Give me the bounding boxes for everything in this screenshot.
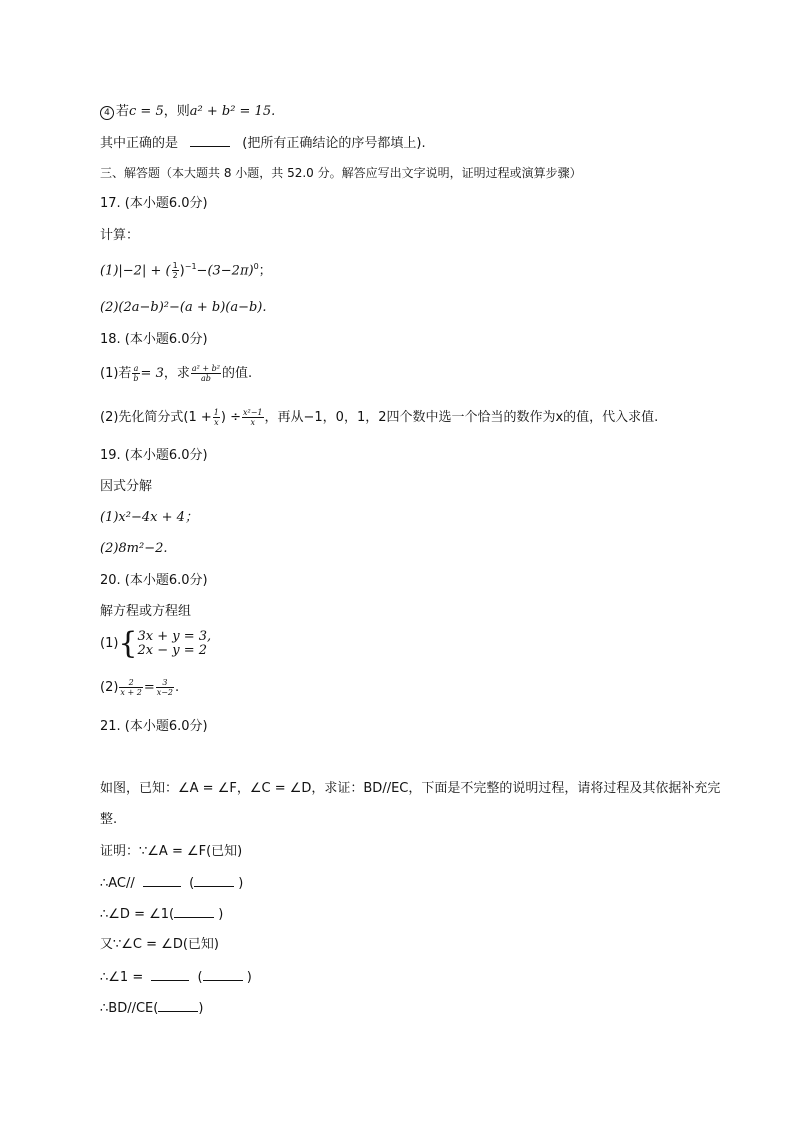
q17-exponent: −1: [184, 262, 197, 271]
answer-blank[interactable]: [190, 134, 230, 147]
q17-instruction: 计算：: [100, 228, 140, 243]
section-3-heading: 三、解答题（本大题共 8 小题，共 52.0 分。解答应写出文字说明，证明过程或演算步骤）: [100, 166, 582, 180]
left-brace: {: [118, 626, 138, 661]
proof5-close-paren: ): [246, 970, 252, 985]
q18-part2-fraction: [213, 408, 220, 427]
q17-part1-end: ；: [258, 263, 272, 279]
q21-proof-line2: [100, 874, 243, 893]
q17-frac-numerator: 1: [172, 261, 178, 271]
q21-proof-line3: [100, 905, 223, 924]
q18-part1-fraction2: [191, 364, 221, 383]
proof3-close-paren: ): [218, 907, 224, 922]
q18-frac-denominator: b: [133, 374, 139, 383]
q21-proof-line1: 证明：∵∠A = ∠F(已知): [100, 844, 243, 859]
equation-system: [138, 630, 212, 658]
q20-instruction: 解方程或方程组: [100, 604, 192, 619]
q18-frac-numerator: a: [133, 364, 139, 373]
proof5-open-paren: (: [197, 970, 203, 985]
q18-part1: [100, 364, 252, 383]
q18-p2-frac2-numerator: x²−1: [243, 408, 263, 417]
proof6-blank[interactable]: [158, 999, 198, 1012]
item-4-result: a² + b² = 15.: [189, 104, 276, 119]
q18-part1-equals: = 3: [140, 366, 164, 381]
proof5-blank-2[interactable]: [203, 968, 243, 981]
q20-frac2-denominator: x−2: [156, 688, 174, 697]
item-4-comma: ，则: [163, 104, 190, 119]
item-4-ruo: 若: [116, 104, 130, 119]
q17-exponent-zero: 0: [253, 262, 259, 271]
q19-instruction: 因式分解: [100, 479, 153, 494]
q17-part1: (1)|−2| + ( $\frac{1}{2}$ )$^{-1}-(3-2\pi)^0$；: [100, 261, 272, 281]
proof3-prefix: ∴∠D = ∠1(: [100, 907, 175, 922]
q20-frac2-numerator: 3: [156, 678, 174, 688]
q18-frac2-numerator: a² + b²: [191, 364, 220, 373]
q18-part2-prefix: (2)先化简分式(1 +: [100, 410, 212, 425]
q20-part1-label: (1): [100, 636, 119, 651]
equation-2: 2x − y = 2: [137, 643, 208, 658]
q19-part2: (2)8m²−2.: [100, 541, 168, 556]
q21-title: 21. (本小题6.0分): [100, 719, 208, 734]
q21-proof-line5: [100, 968, 252, 987]
equation-1: 3x + y = 3,: [137, 629, 212, 644]
proof2-prefix: ∴AC//: [100, 876, 135, 891]
q17-title: 17. (本小题6.0分): [100, 196, 208, 211]
q18-part2-fraction2: [242, 408, 264, 427]
proof2-open-paren: (: [189, 876, 195, 891]
proof6-close-paren: ): [198, 1001, 204, 1016]
q20-part2: [100, 678, 179, 697]
q20-frac-numerator: 2: [119, 678, 142, 688]
q20-frac-denominator: x + 2: [120, 688, 142, 697]
q21-prompt-line2: 整.: [100, 812, 118, 827]
q20-part2-fraction2: [156, 678, 174, 697]
fill-in-prompt-after: (把所有正确结论的序号都填上).: [242, 136, 426, 151]
q18-frac2-denominator: ab: [200, 374, 211, 383]
q18-part2: [100, 408, 658, 427]
q21-prompt-line1: 如图，已知：∠A = ∠F，∠C = ∠D，求证：BD//EC，下面是不完整的说明过程，请将过程及其依据补充完: [100, 781, 721, 796]
item-4-condition: c = 5: [129, 104, 164, 119]
proof2-blank-2[interactable]: [194, 874, 234, 887]
q18-part1-end: 的值.: [221, 366, 253, 381]
proof5-prefix: ∴∠1 =: [100, 970, 144, 985]
q18-part1-prefix: (1)若: [100, 366, 132, 381]
q17-part2: (2)(2a−b)²−(a + b)(a−b).: [100, 300, 267, 315]
q18-part1-mid: ，求: [163, 366, 190, 381]
circled-number-4: 4: [100, 106, 114, 120]
proof3-blank[interactable]: [174, 905, 214, 918]
q20-part1: [100, 626, 212, 661]
q19-part1: (1)x²−4x + 4；: [100, 510, 198, 525]
item-4: [100, 103, 275, 121]
q17-frac-denominator: 2: [172, 271, 178, 281]
q20-part2-end: .: [175, 680, 180, 695]
q17-part1-prefix: (1)|−2| + (: [100, 263, 171, 279]
proof2-blank-1[interactable]: [143, 874, 181, 887]
q18-p2-frac-denominator: x: [214, 418, 219, 427]
q21-proof-line4: 又∵∠C = ∠D(已知): [100, 937, 219, 952]
q18-title: 18. (本小题6.0分): [100, 332, 208, 347]
q17-part1-fraction: [172, 261, 179, 280]
q20-part2-equals: =: [143, 680, 155, 695]
fill-in-prompt-before: 其中正确的是: [100, 136, 179, 151]
q17-part1-rest: −(3−2π): [196, 263, 254, 279]
q18-part2-divide: ) ÷: [220, 410, 241, 425]
proof2-close-paren: ): [238, 876, 244, 891]
q18-part2-end: ，再从−1，0，1，2四个数中选一个恰当的数作为x的值，代入求值.: [264, 410, 659, 425]
q20-part2-fraction: [119, 678, 142, 697]
q18-p2-frac2-denominator: x: [250, 418, 256, 427]
proof6-prefix: ∴BD//CE(: [100, 1001, 159, 1016]
q18-part1-fraction: [132, 364, 139, 383]
q21-proof-line6: [100, 999, 203, 1018]
proof5-blank-1[interactable]: [151, 968, 189, 981]
q18-p2-frac-numerator: 1: [213, 408, 219, 417]
q20-title: 20. (本小题6.0分): [100, 573, 208, 588]
q20-part2-label: (2): [100, 680, 119, 695]
fill-in-prompt: [100, 134, 426, 153]
q19-title: 19. (本小题6.0分): [100, 448, 208, 463]
